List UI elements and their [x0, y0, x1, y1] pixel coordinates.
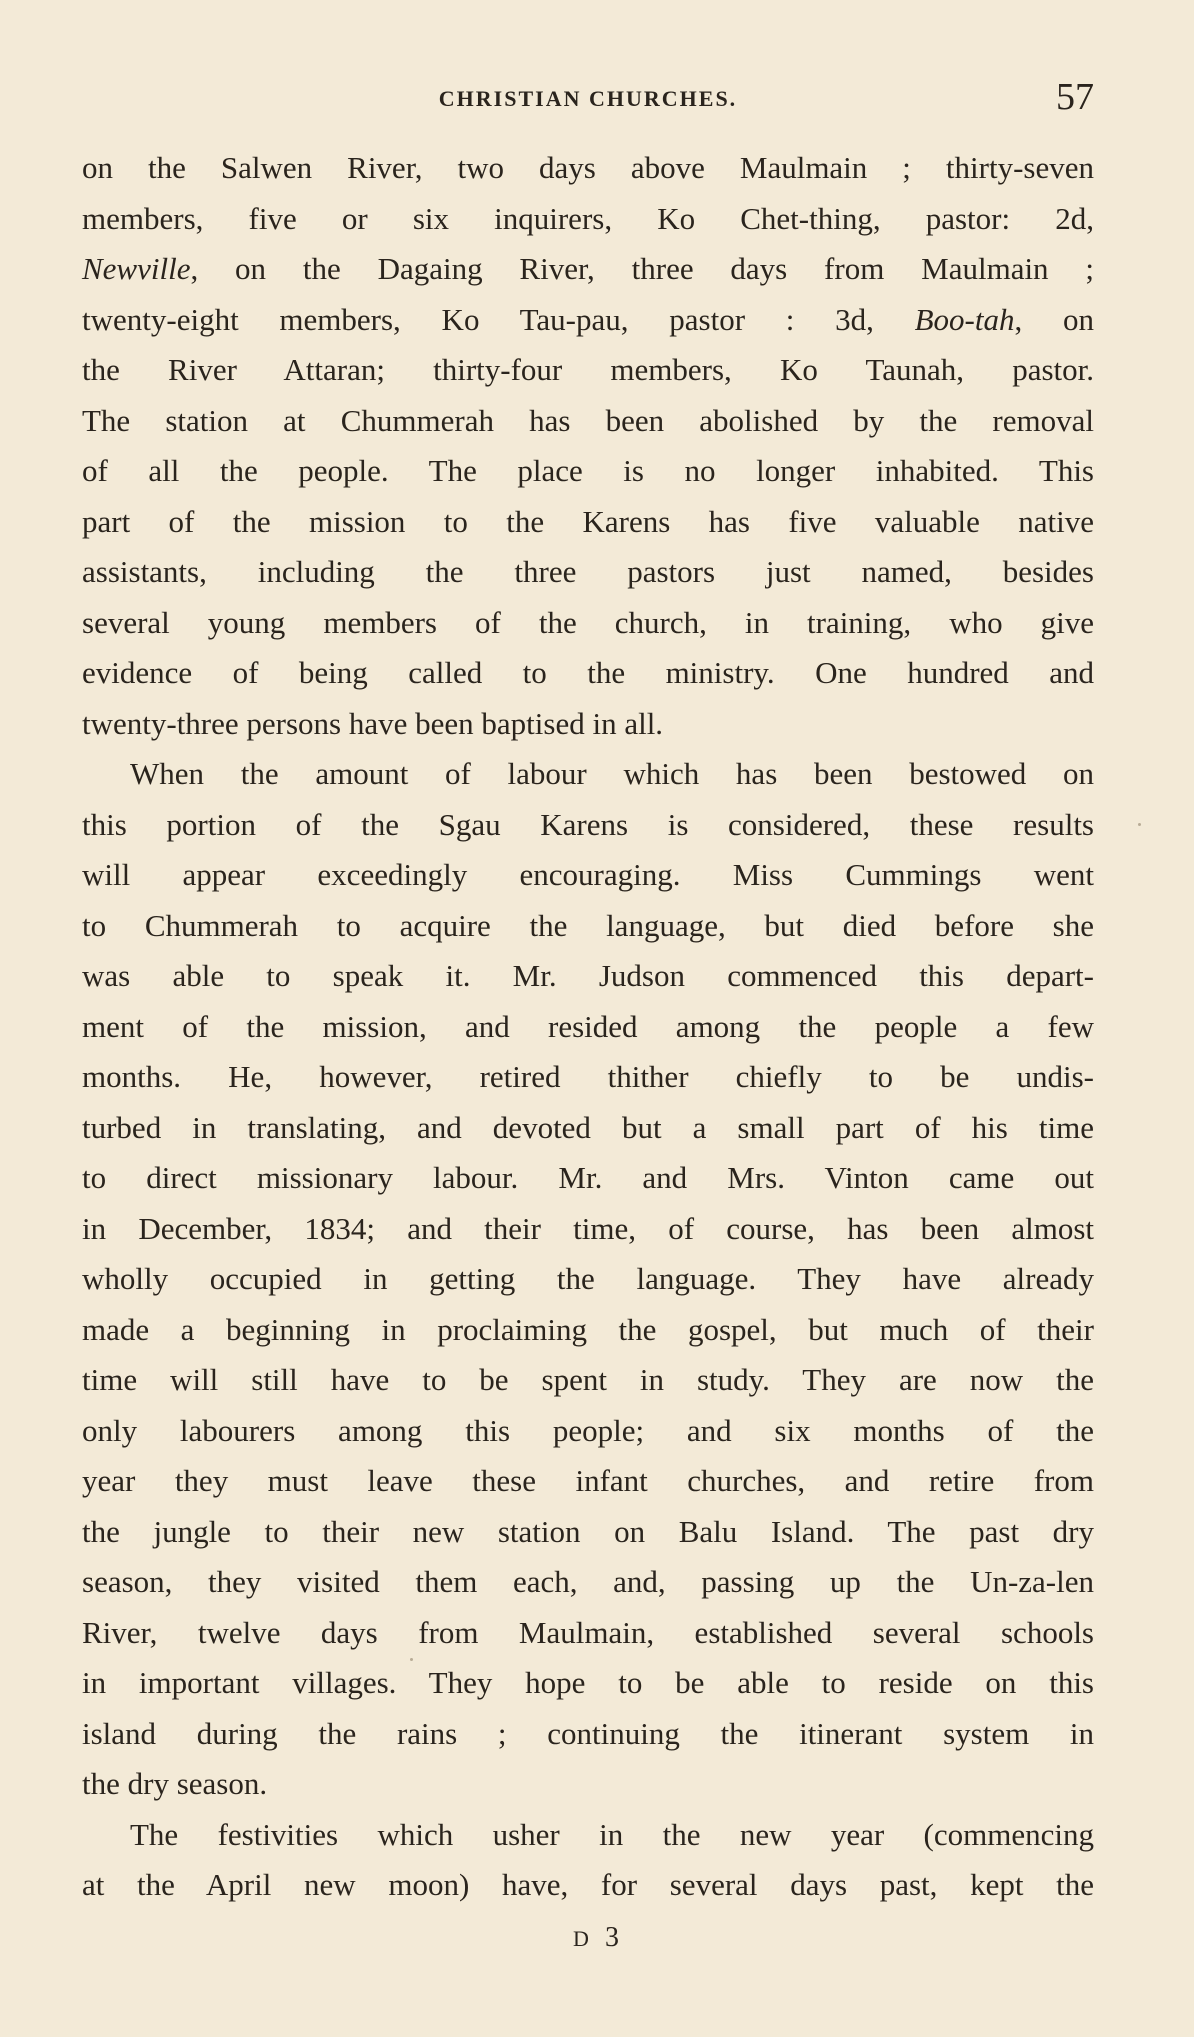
paper-speck [1138, 823, 1141, 826]
text-line: The station at Chummerah has been abolished by the removal [82, 402, 1094, 438]
text-line: members, five or six inquirers, Ko Chet-thing, pastor: 2d, [82, 200, 1094, 236]
text-line: The festivities which usher in the new year (commencing [130, 1816, 1094, 1852]
signature-letter: D [573, 1926, 591, 1951]
text-line: turbed in translating, and devoted but a small part of his time [82, 1109, 1094, 1145]
text-line: only labourers among this people; and six months of the [82, 1412, 1094, 1448]
text-line: time will still have to be spent in study. They are now the [82, 1362, 1094, 1397]
running-head: CHRISTIAN CHURCHES. [438, 86, 738, 111]
paper-speck [410, 1658, 413, 1661]
signature-mark [0, 1922, 1194, 1954]
text-line: will appear exceedingly encouraging. Miss Cummings went [82, 857, 1094, 892]
text-line: twenty-three persons have been baptised in all. [82, 705, 664, 741]
text-line: several young members of the church, in training, who give [82, 604, 1094, 640]
text-line: ment of the mission, and resided among the people a few [82, 1008, 1094, 1044]
text-line: at the April new moon) have, for several days past, kept the [82, 1867, 1094, 1902]
text-line: season, they visited them each, and, passing up the Un-za-len [82, 1564, 1094, 1599]
text-line: in important villages. They hope to be able to reside on this [82, 1665, 1094, 1700]
text-line: the jungle to their new station on Balu Island. The past dry [82, 1513, 1094, 1549]
text-line: months. He, however, retired thither chiefly to be undis- [82, 1059, 1094, 1094]
text-line: assistants, including the three pastors just named, besides [82, 554, 1094, 589]
text-line: part of the mission to the Karens has five valuable native [82, 503, 1094, 539]
text-line: this portion of the Sgau Karens is considered, these results [82, 806, 1094, 842]
text-line: evidence of being called to the ministry. One hundred and [82, 655, 1094, 690]
place-name-italic: Newville [82, 251, 191, 286]
signature-number: 3 [604, 1922, 621, 1953]
text-line: the River Attaran; thirty-four members, Ko Taunah, pastor. [82, 352, 1094, 387]
text-line: on the Salwen River, two days above Maulmain ; thirty-seven [82, 150, 1094, 185]
paragraph-1 [82, 143, 1094, 749]
text-line: the dry season. [82, 1766, 268, 1801]
text-line: Newville, on the Dagaing River, three days from Maulmain ; [82, 251, 1094, 286]
text-line: wholly occupied in getting the language. They have already [82, 1261, 1094, 1296]
text-line: island during the rains ; continuing the itinerant system in [82, 1715, 1094, 1751]
text-line: When the amount of labour which has been bestowed on [130, 756, 1094, 791]
page-number: 57 [1056, 76, 1094, 118]
text-line: River, twelve days from Maulmain, established several schools [82, 1614, 1094, 1650]
paragraph-3 [82, 1810, 1094, 1911]
text-line: twenty-eight members, Ko Tau-pau, pastor : 3d, Boo-tah, on [82, 301, 1094, 337]
text-line: to Chummerah to acquire the language, but died before she [82, 907, 1094, 943]
text-line: year they must leave these infant churches, and retire from [82, 1463, 1094, 1498]
text-line: of all the people. The place is no longer inhabited. This [82, 453, 1094, 488]
text-line: was able to speak it. Mr. Judson commenced this depart- [82, 958, 1094, 993]
text-line: to direct missionary labour. Mr. and Mrs. Vinton came out [82, 1160, 1094, 1195]
place-name-italic: Boo-tah [914, 301, 1015, 337]
body-text [82, 143, 1094, 1911]
paragraph-2 [82, 749, 1094, 1810]
page-header [82, 78, 1094, 122]
text-line: made a beginning in proclaiming the gospel, but much of their [82, 1311, 1094, 1347]
text-line: in December, 1834; and their time, of course, has been almost [82, 1210, 1094, 1246]
